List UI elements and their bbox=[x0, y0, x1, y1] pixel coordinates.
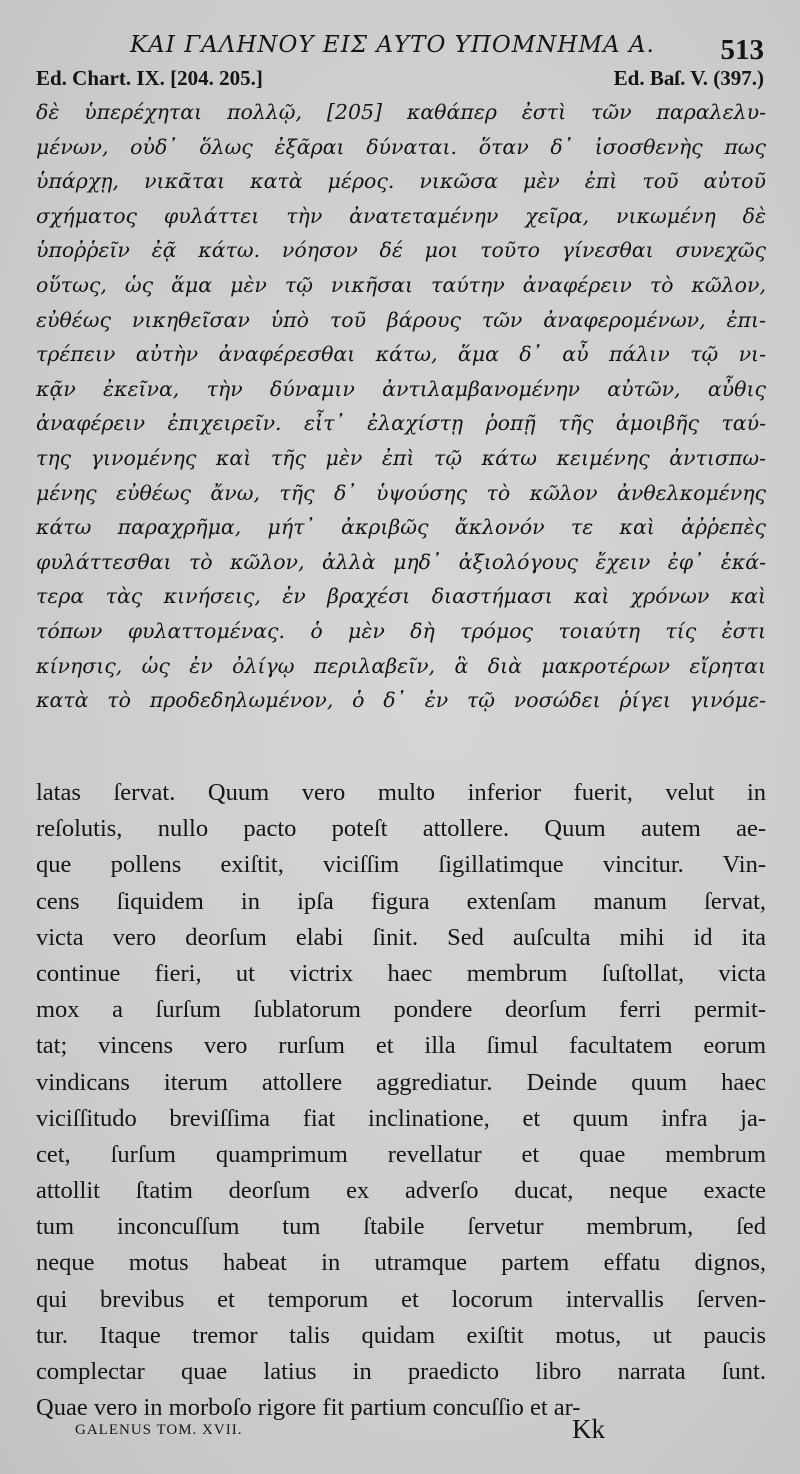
latin-line: continue fieri, ut victrix haec membrum ſuſtollat, victa bbox=[36, 959, 766, 987]
edition-reference-line bbox=[36, 66, 764, 94]
greek-line: τρέπειν αὐτὴν ἀναφέρεσθαι κάτω, ἅμα δ᾽ αὖ πάλιν τῷ νι- bbox=[36, 342, 766, 367]
edition-chart-reference: Ed. Chart. IX. [204. 205.] bbox=[36, 66, 263, 90]
latin-line: viciſſitudo breviſſima fiat inclinatione, et quum infra ja- bbox=[36, 1104, 766, 1132]
greek-line: κάτω παραχρῆμα, μήτ᾽ ἀκριβῶς ἄκλονόν τε καὶ ἀῤῥεπὲς bbox=[36, 515, 766, 540]
greek-line: σχήματος φυλάττει τὴν ἀνατεταμένην χεῖρα, νικωμένη δὲ bbox=[36, 203, 766, 228]
greek-line: φυλάττεσθαι τὸ κῶλον, ἀλλὰ μηδ᾽ ἀξιολόγους ἔχειν ἐφ᾽ ἑκά- bbox=[36, 549, 766, 574]
latin-line: tat; vincens vero rurſum et illa ſimul facultatem eorum bbox=[36, 1032, 766, 1060]
latin-line: tum inconcuſſum tum ſtabile ſervetur membrum, ſed bbox=[36, 1213, 766, 1241]
greek-line: τόπων φυλαττομένας. ὁ μὲν δὴ τρόμος τοιαύτη τίς ἐστι bbox=[36, 618, 766, 643]
greek-line: μένης εὐθέως ἄνω, τῆς δ᾽ ὑψούσης τὸ κῶλον ἀνθελκομένης bbox=[36, 480, 766, 505]
latin-line: mox a ſurſum ſublatorum pondere deorſum ferri permit- bbox=[36, 996, 766, 1024]
greek-line: της γινομένης καὶ τῆς μὲν ἐπὶ τῷ κάτω κειμένης ἀντισπω- bbox=[36, 445, 766, 470]
greek-line: κίνησις, ὡς ἐν ὀλίγῳ περιλαβεῖν, ἃ διὰ μακροτέρων εἴρηται bbox=[36, 653, 766, 678]
greek-line: κατὰ τὸ προδεδηλωμένον, ὁ δ᾽ ἐν τῷ νοσώδει ῥίγει γινόμε- bbox=[36, 688, 766, 713]
latin-line: cens ſiquidem in ipſa figura extenſam manum ſervat, bbox=[36, 887, 766, 915]
latin-line: tur. Itaque tremor talis quidam exiſtit motus, ut paucis bbox=[36, 1321, 766, 1349]
latin-line: neque motus habeat in utramque partem effatu dignos, bbox=[36, 1249, 766, 1277]
latin-text-block bbox=[36, 775, 766, 1426]
gathering-mark: Kk bbox=[572, 1414, 605, 1444]
latin-line: que pollens exiſtit, viciſſim ſigillatimque vincitur. Vin- bbox=[36, 851, 766, 879]
greek-line: ἀναφέρειν ἐπιχειρεῖν. εἶτ᾽ ἐλαχίστῃ ῥοπῇ τῆς ἀμοιβῆς ταύ- bbox=[36, 411, 766, 436]
latin-line: vindicans iterum attollere aggrediatur. Deinde quum haec bbox=[36, 1068, 766, 1096]
edition-basel-reference: Ed. Baſ. V. (397.) bbox=[613, 66, 764, 90]
latin-line: Quae vero in morboſo rigore fit partium concuſſio et ar- bbox=[36, 1394, 581, 1422]
page-number: 513 bbox=[720, 34, 764, 66]
greek-line: ὑποῤῥεῖν ἐᾷ κάτω. νόησον δέ μοι τοῦτο γίνεσθαι συνεχῶς bbox=[36, 238, 766, 263]
greek-line: ὑπάρχῃ, νικᾶται κατὰ μέρος. νικῶσα μὲν ἐπὶ τοῦ αὐτοῦ bbox=[36, 169, 766, 194]
latin-line: attollit ſtatim deorſum ex adverſo ducat, neque exacte bbox=[36, 1177, 766, 1205]
greek-line: δὲ ὑπερέχηται πολλῷ, [205] καθάπερ ἐστὶ τῶν παραλελυ- bbox=[36, 100, 766, 124]
page-footer bbox=[75, 1414, 764, 1454]
greek-line: τερα τὰς κινήσεις, ἐν βραχέσι διαστήμασι καὶ χρόνων καὶ bbox=[36, 584, 766, 609]
latin-line: qui brevibus et temporum et locorum intervallis ſerven- bbox=[36, 1285, 766, 1313]
greek-line: κᾷν ἐκεῖνα, τὴν δύναμιν ἀντιλαμβανομένην αὐτῶν, αὖθις bbox=[36, 376, 766, 401]
running-head bbox=[130, 30, 764, 66]
latin-line: complectar quae latius in praedicto libro narrata ſunt. bbox=[36, 1358, 766, 1385]
latin-line: cet, ſurſum quamprimum revellatur et quae membrum bbox=[36, 1140, 766, 1168]
greek-line: οὕτως, ὡς ἅμα μὲν τῷ νικῆσαι ταύτην ἀναφέρειν τὸ κῶλον, bbox=[36, 272, 766, 297]
greek-line: εὐθέως νικηθεῖσαν ὑπὸ τοῦ βάρους τῶν ἀναφερομένων, ἐπι- bbox=[36, 307, 766, 332]
latin-line: victa vero deorſum elabi ſinit. Sed auſculta mihi id ita bbox=[36, 923, 766, 951]
latin-line: reſolutis, nullo pacto poteſt attollere. Quum autem ae- bbox=[36, 815, 766, 843]
volume-signature: GALENUS TOM. XVII. bbox=[75, 1422, 243, 1438]
greek-text-block bbox=[36, 95, 766, 718]
running-title: ΚΑΙ ΓΑΛΗΝΟΥ ΕΙΣ ΑΥΤΟ ΥΠΟΜΝΗΜΑ Α. bbox=[130, 32, 655, 58]
greek-line: μένων, οὐδ᾽ ὅλως ἐξᾶραι δύναται. ὅταν δ᾽ ἰσοσθενὴς πως bbox=[36, 134, 766, 159]
latin-line: latas ſervat. Quum vero multo inferior fuerit, velut in bbox=[36, 779, 766, 806]
